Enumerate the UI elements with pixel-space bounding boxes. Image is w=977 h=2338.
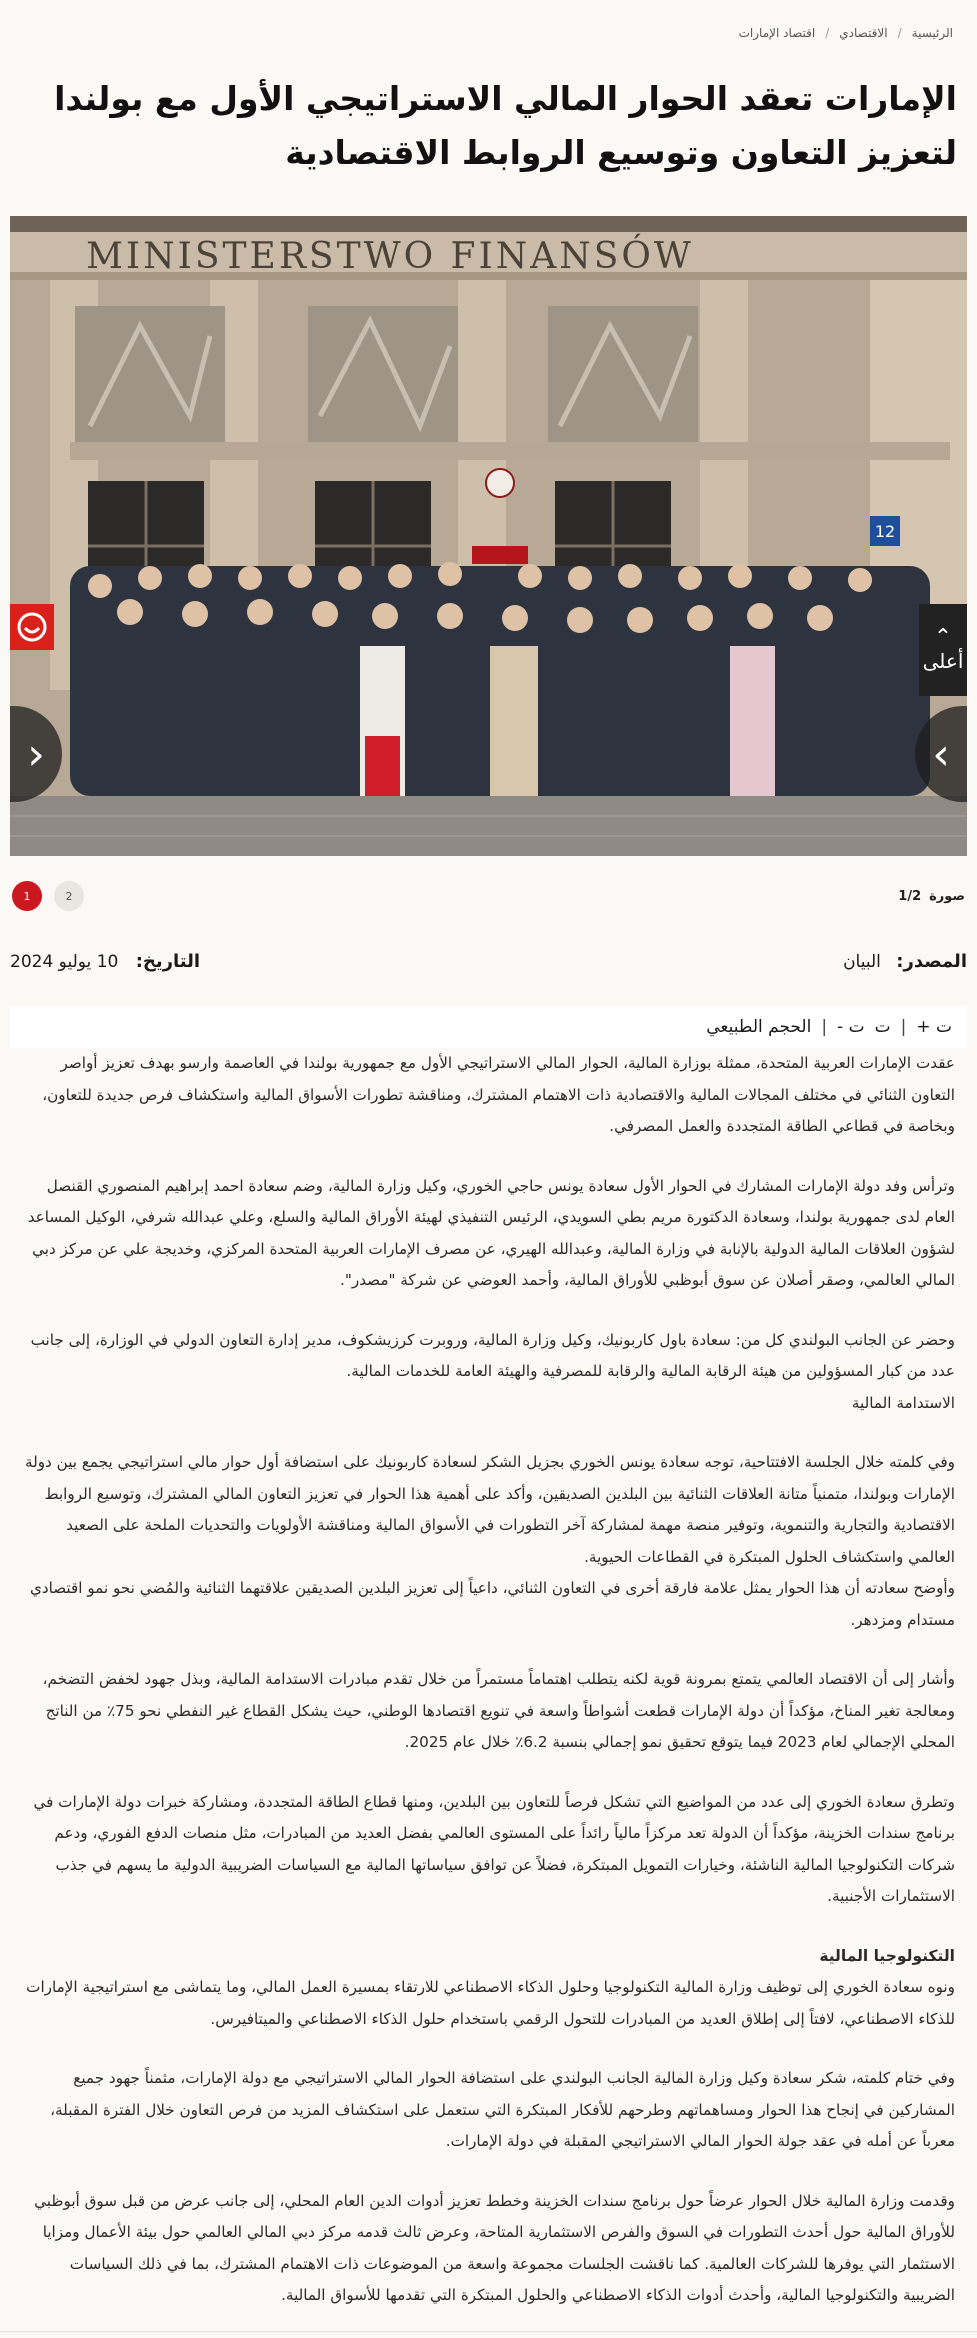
gallery-pagination — [10, 881, 84, 911]
gallery-dot-2[interactable]: 2 — [54, 881, 84, 911]
breadcrumb-home[interactable]: الرئيسية — [911, 26, 953, 40]
article-paragraph: وفي ختام كلمته، شكر سعادة وكيل وزارة المالية الجانب البولندي على استضافة الحوار المالي الاستراتيجي مع دولة الإمارات، مثمناً جهود جميع المشاركين في إنجاح هذا الحوار ومساهماتهم وطرحهم للأفكار المبتكرة التي ستعمل على استكشاف المزيد من فرص التعاون خلال الفترة المقبلة، معرباً عن أمله في عقد جولة الحوار المالي الاستراتيجي المقبلة في دولة الإمارات. — [50, 2069, 955, 2150]
article-paragraph: وتطرق سعادة الخوري إلى عدد من المواضيع التي تشكل فرصاً للتعاون بين البلدين، ومنها قطاع الطاقة المتجددة، ومشاركة خبرات دولة الإمارات في برنامج سندات الخزينة، مؤكداً أن الدولة تعد مركزاً مالياً رائداً على المستوى العالمي بفضل العديد من المبادرات، مثل منصات الدفع الفوري، ودعم شركات التكنولوجيا المالية الناشئة، وخيارات التمويل المبتكرة، فضلاً عن توافق سياساتها المالية مع السياسات الضريبية الدولية ما يسهم في جذب الاستثمارات الأجنبية. — [33, 1792, 955, 1905]
gallery-controls — [10, 856, 967, 936]
photo-counter-label: صورة — [929, 888, 965, 904]
photo-counter — [898, 889, 967, 904]
back-to-top-label: أعلى — [922, 649, 964, 673]
svg-text:12: 12 — [874, 522, 896, 541]
photo-counter-value: 1/2 — [898, 888, 922, 904]
font-normal-button[interactable]: ت — [874, 1017, 891, 1037]
article-subheading: الاستدامة المالية — [851, 1393, 955, 1412]
breadcrumb-separator: / — [897, 26, 902, 40]
article-paragraph: ونوه سعادة الخوري إلى توظيف وزارة المالية التكنولوجيا وحلول الذكاء الاصطناعي للارتقاء بمسيرة العمل المالي، وما يتماشى مع استراتيجية الإمارات للذكاء الاصطناعي، لافتاً إلى إطلاق العديد من المبادرات للتحول الرقمي باستخدام حلول الذكاء الاصطناعي والميتافيرس. — [26, 1978, 955, 2028]
article-paragraph: عقدت الإمارات العربية المتحدة، ممثلة بوزارة المالية، الحوار المالي الاستراتيجي الأول مع جمهورية بولندا في العاصمة وارسو بهدف تعزيز أواصر التعاون الثنائي في مختلف المجالات المالية والاقتصادية ذات الاهتمام المشترك، ومناقشة تطورات الأسواق المالية واستكشاف فرص جديدة للتعاون، وبخاصة في قطاعي الطاقة المتجددة والعمل المصرفي. — [42, 1054, 955, 1135]
photo-slider — [10, 216, 967, 856]
article-body — [10, 1048, 967, 2312]
breadcrumb-uae-economy[interactable]: اقتصاد الإمارات — [738, 26, 816, 40]
source-label: المصدر: — [896, 950, 967, 972]
chevron-right-icon: › — [932, 728, 950, 780]
brand-logo-icon[interactable] — [10, 604, 54, 650]
breadcrumb-separator: / — [825, 26, 830, 40]
article-subheading: التكنولوجيا المالية — [819, 1946, 955, 1965]
font-reset-button[interactable]: الحجم الطبيعي — [706, 1017, 812, 1037]
article-paragraph: وقدمت وزارة المالية خلال الحوار عرضاً حول برنامج سندات الخزينة وخطط تعزيز أدوات الدين العام المحلي، إلى جانب عرض من قبل سوق أبوظبي للأوراق المالية حول أحدث التطورات في السوق والفرص الاستثمارية المتاحة، وعرض ثالث قدمه مركز دبي المالي العالمي حول بيئة الأعمال ومزايا الاستثمار التي يوفرها للشركات العالمية. كما ناقشت الجلسات مجموعة واسعة من الموضوعات ذات الاهتمام المشترك، بما في ذلك السياسات الضريبية والتكنولوجيا المالية، وأحدث أدوات الذكاء الاصطناعي والحلول المبتكرة التي تقدمها للأسواق المالية. — [34, 2191, 955, 2304]
article-paragraph: وحضر عن الجانب البولندي كل من: سعادة باول كاربونيك، وكيل وزارة المالية، وروبرت كرزيشكوف، مدير إدارة التعاون الدولي في الوزارة، إلى جانب عدد من كبار المسؤولين من هيئة الرقابة المالية والرقابة للمصرفية والهيئة العامة للخدمات المالية. — [30, 1330, 955, 1380]
date-value: 10 يوليو 2024 — [10, 951, 119, 972]
article-meta — [10, 936, 967, 986]
article-paragraph: وأشار إلى أن الاقتصاد العالمي يتمتع بمرونة قوية لكنه يتطلب اهتماماً مستمراً من خلال تقدم مبادرات الاستدامة المالية، وبذل جهود لخفض التضخم، ومعالجة تغير المناخ، مؤكداً أن دولة الإمارات قطعت أشواطاً واسعة في تنويع اقتصادها الوطني، حيث يشكل القطاع غير النفطي نحو 75٪ من الناتج المحلي الإجمالي لعام 2023 فيما يتوقع تحقيق نمو إجمالي بنسبة 6.2٪ خلال عام 2025. — [42, 1670, 955, 1751]
chevron-left-icon: ‹ — [27, 728, 45, 780]
date-info — [10, 951, 200, 972]
gallery-dot-1[interactable]: 1 — [12, 881, 42, 911]
divider — [0, 2331, 977, 2332]
back-to-top-button[interactable] — [919, 604, 967, 696]
divider: | — [900, 1017, 907, 1037]
chevron-up-icon: ⌃ — [933, 625, 953, 650]
breadcrumb — [10, 0, 967, 44]
date-label: التاريخ: — [135, 950, 201, 972]
breadcrumb-economy[interactable]: الاقتصادي — [839, 26, 888, 40]
font-size-tools — [10, 1006, 967, 1048]
source-value[interactable]: البيان — [843, 951, 881, 972]
source-info — [843, 951, 967, 972]
article-photo — [10, 216, 967, 856]
font-decrease-button[interactable]: ت - — [837, 1017, 865, 1037]
svg-text:MINISTERSTWO FINANSÓW: MINISTERSTWO FINANSÓW — [86, 236, 694, 277]
article-paragraph: وأوضح سعادته أن هذا الحوار يمثل علامة فارقة أخرى في التعاون الثنائي، داعياً إلى تعزيز البلدين الصديقين علاقتهما الثنائية والمُضي نحو نمو اقتصادي مستدام ومزدهر. — [29, 1579, 955, 1629]
article-paragraph: وفي كلمته خلال الجلسة الافتتاحية، توجه سعادة يونس الخوري بجزيل الشكر لسعادة كاربونيك على استضافة أول حوار مالي استراتيجي يجمع بين دولة الإمارات وبولندا، متمنياً متانة العلاقات الثنائية بين البلدين الصديقين، وأكد على أهمية هذا الحوار في تعزيز التعاون المالي المشترك، وتوسيع الروابط الاقتصادية والتجارية والتنموية، وتوفير منصة مهمة لمشاركة آخر التطورات في الأسواق المالية ومناقشة الأولويات والتحديات الملحة على الصعيد العالمي واستكشاف الحلول المبتكرة في القطاعات الحيوية. — [24, 1453, 955, 1566]
divider: | — [821, 1017, 828, 1037]
font-increase-button[interactable]: ت + — [916, 1017, 952, 1037]
page-title: الإمارات تعقد الحوار المالي الاستراتيجي الأول مع بولندا لتعزيز التعاون وتوسيع الروابط الاقتصادية — [54, 79, 957, 172]
article-paragraph: وترأس وفد دولة الإمارات المشارك في الحوار الأول سعادة يونس حاجي الخوري، وكيل وزارة المالية، وضم سعادة احمد إبراهيم المنصوري القنصل العام لدى جمهورية بولندا، وسعادة الدكتورة مريم بطي السويدي، الرئيس التنفيذي لهيئة الأوراق المالية والسلع، وعلي عبدالله شرفي، الوكيل المساعد لشؤون العلاقات المالية الدولية بالإنابة في وزارة المالية، وعبدالله الهيري، عن مصرف الإمارات العربية المتحدة المركزي، وخديجة علي عن مركز دبي المالي العالمي، وصقر أصلان عن سوق أبوظبي للأوراق المالية، وأحمد العوضي عن شركة "مصدر". — [27, 1176, 955, 1289]
